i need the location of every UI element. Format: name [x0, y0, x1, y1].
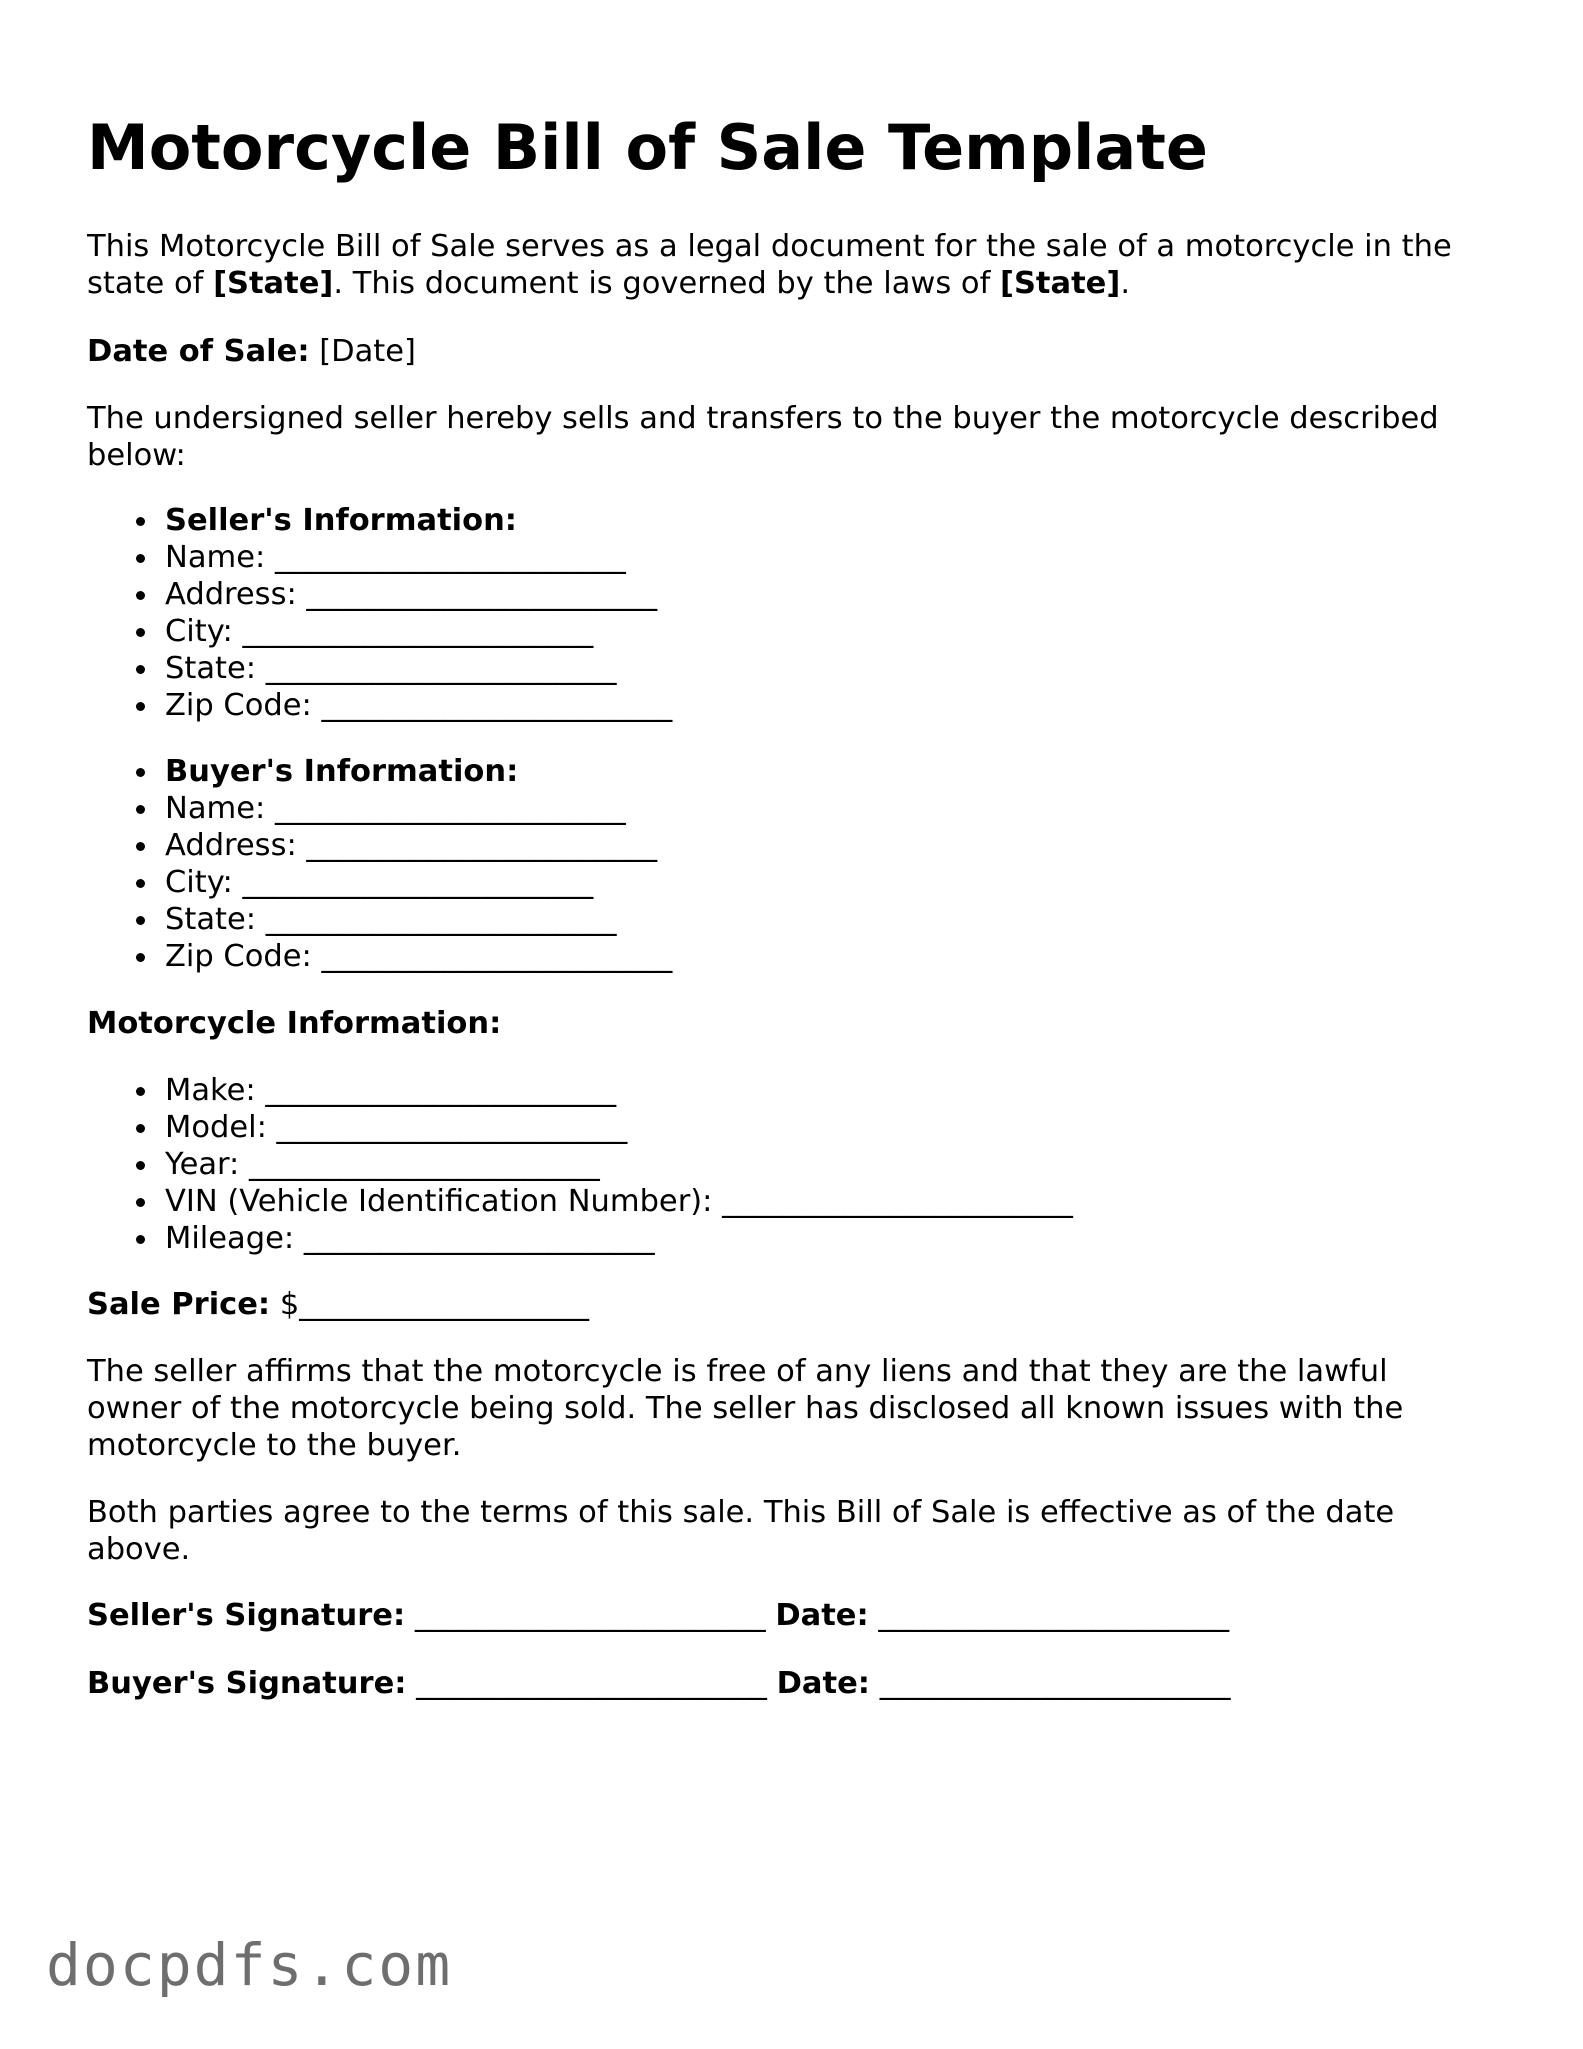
- intro-state-1: [State]: [213, 266, 334, 301]
- buyer-state-field: State: _______________________: [165, 901, 672, 938]
- intro-text-2: . This document is governed by the laws of: [333, 266, 1001, 301]
- site-watermark: docpdfs.com: [46, 1931, 453, 1999]
- buyer-info-list: [87, 753, 672, 975]
- intro-state-2: [State]: [1000, 266, 1121, 301]
- sale-price-label: Sale Price:: [87, 1287, 271, 1322]
- motorcycle-year-field: Year: _______________________: [165, 1146, 1073, 1183]
- date-of-sale: [87, 333, 1487, 370]
- seller-signature-label: Seller's Signature:: [87, 1598, 406, 1633]
- motorcycle-vin-field: VIN (Vehicle Identification Number): _______________________: [165, 1184, 1073, 1219]
- motorcycle-mileage-field: Mileage: _______________________: [165, 1220, 1073, 1257]
- intro-text-1: This Motorcycle Bill of Sale serves as a legal document for the sale of a motorcycle in the state of: [87, 229, 1452, 301]
- buyer-info-heading: Buyer's Information:: [165, 753, 672, 790]
- motorcycle-info-heading: Motorcycle Information:: [87, 1006, 502, 1041]
- buyer-date-label: Date:: [776, 1666, 870, 1701]
- intro-paragraph: [87, 228, 1487, 302]
- seller-info-list: [87, 502, 672, 724]
- buyer-signature-row: [87, 1665, 1230, 1702]
- buyer-signature-line: _______________________: [416, 1666, 767, 1701]
- seller-signature-row: [87, 1597, 1229, 1634]
- seller-zip-field: Zip Code: _______________________: [165, 688, 673, 723]
- sale-price-value: $___________________: [279, 1287, 589, 1322]
- buyer-signature-label: Buyer's Signature:: [87, 1666, 407, 1701]
- buyer-zip-field: Zip Code: _______________________: [165, 939, 673, 974]
- seller-date-line: _______________________: [878, 1598, 1230, 1633]
- agreement-paragraph: Both parties agree to the terms of this sale. This Bill of Sale is effective as of the date above.: [87, 1495, 1395, 1567]
- seller-city-field: City: _______________________: [165, 613, 672, 650]
- motorcycle-model-field: Model: _______________________: [165, 1109, 1073, 1146]
- buyer-date-line: _______________________: [879, 1666, 1231, 1701]
- seller-date-label: Date:: [775, 1598, 869, 1633]
- motorcycle-make-field: Make: _______________________: [165, 1072, 1073, 1109]
- buyer-city-field: City: _______________________: [165, 864, 672, 901]
- affirmation-paragraph: The seller affirms that the motorcycle is free of any liens and that they are the lawful owner of the motorcycle being sold. The seller has disclosed all known issues with the motorcycle to the buyer.: [87, 1354, 1404, 1463]
- seller-state-field: State: _______________________: [165, 650, 672, 687]
- seller-signature-line: _______________________: [414, 1598, 766, 1633]
- sale-price: [87, 1286, 1487, 1323]
- transfer-paragraph: The undersigned seller hereby sells and transfers to the buyer the motorcycle described below:: [87, 401, 1439, 473]
- motorcycle-info-list: [87, 1072, 1073, 1257]
- document-title: Motorcycle Bill of Sale Template: [87, 111, 1208, 184]
- buyer-name-field: Name: _______________________: [165, 790, 672, 827]
- intro-text-3: .: [1120, 266, 1131, 301]
- seller-info-heading: Seller's Information:: [165, 502, 672, 539]
- buyer-address-field: Address: _______________________: [165, 827, 672, 864]
- seller-name-field: Name: _______________________: [165, 539, 672, 576]
- date-of-sale-label: Date of Sale:: [87, 334, 310, 369]
- seller-address-field: Address: _______________________: [165, 576, 672, 613]
- date-of-sale-value: [Date]: [319, 334, 416, 369]
